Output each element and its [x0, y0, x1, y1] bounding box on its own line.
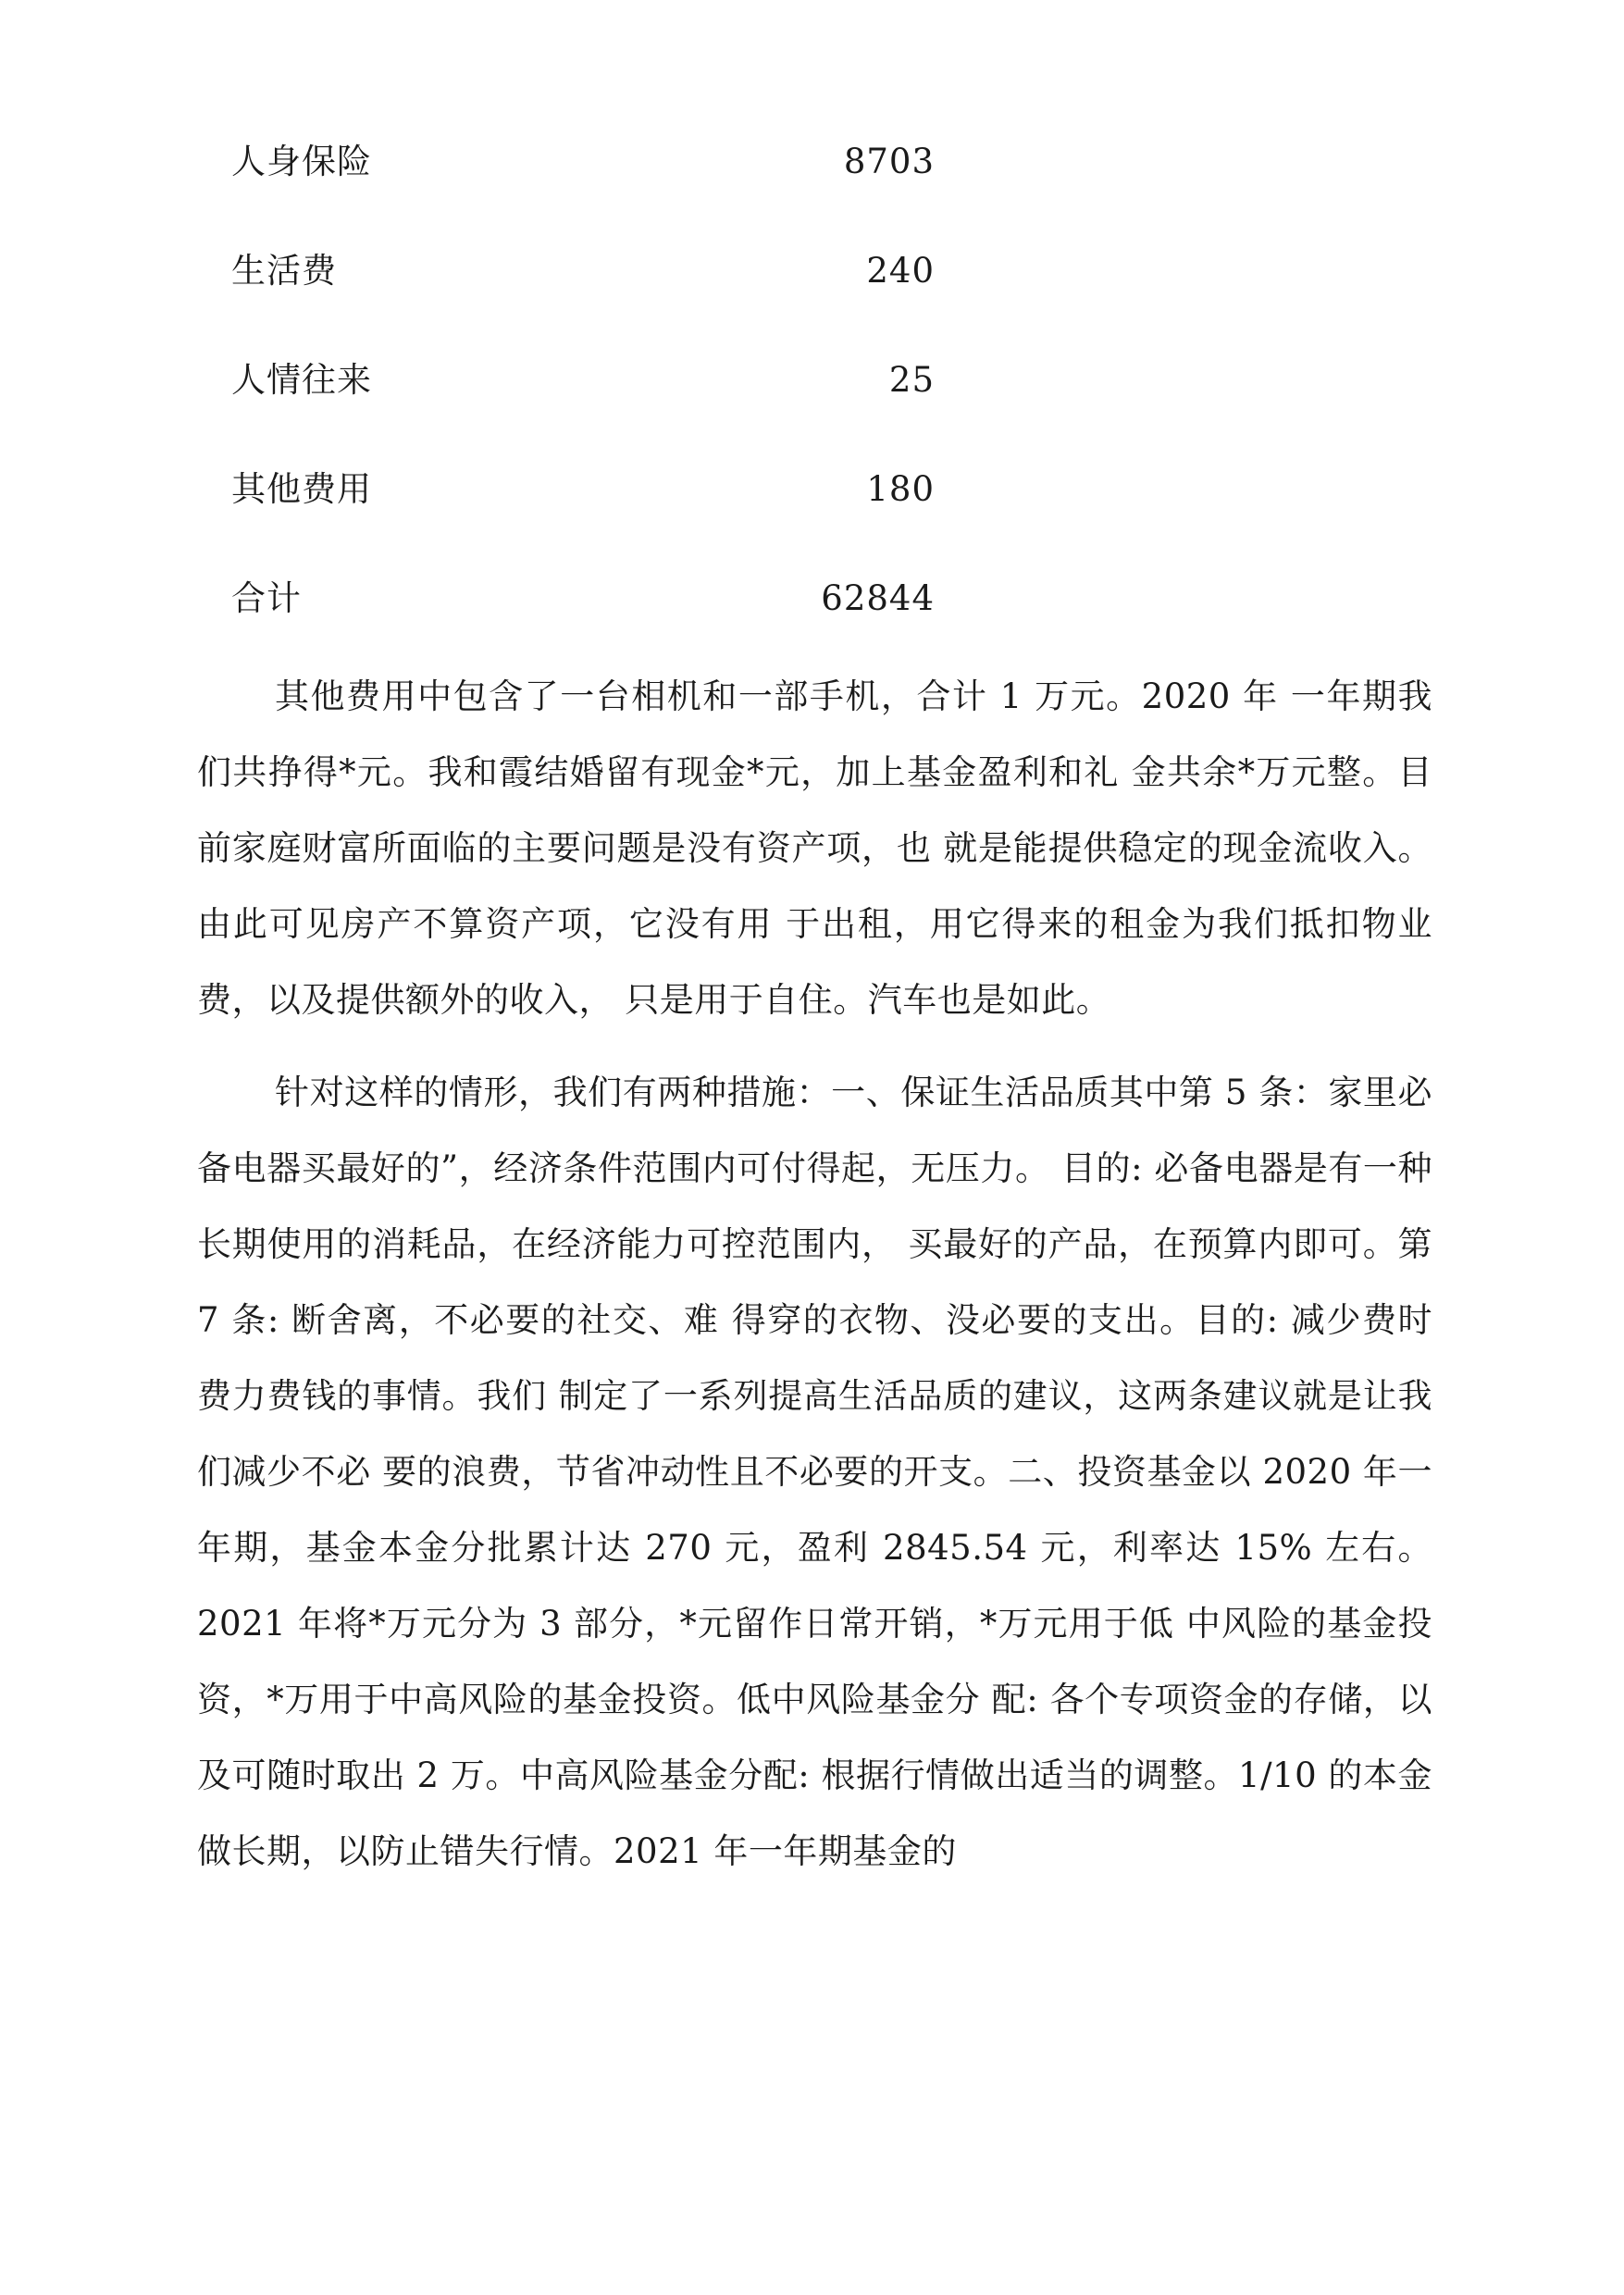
body-text	[197, 659, 1432, 1906]
expense-label: 其他费用	[231, 469, 372, 509]
paragraph: 其他费用中包含了一台相机和一部手机，合计 1 万元。2020 年 一年期我们共挣得*元。我和霞结婚留有现金*元，加上基金盈利和礼 金共余*万元整。目前家庭财富所面临的主要问题是没有资产项，也 就是能提供稳定的现金流收入。由此可见房产不算资产项，它没有用 于出租，用它得来的租金为我们抵扣物业费，以及提供额外的收入， 只是用于自住。汽车也是如此。	[197, 676, 1432, 1020]
expense-row	[231, 466, 935, 576]
expense-table	[231, 139, 935, 685]
expense-value: 25	[888, 360, 935, 400]
expense-total-label: 合计	[231, 578, 302, 618]
expense-row	[231, 357, 935, 466]
expense-row	[231, 139, 935, 248]
expense-value: 240	[866, 251, 935, 291]
paragraph: 针对这样的情形，我们有两种措施：一、保证生活品质其中第 5 条：家里必备电器买最好的”，经济条件范围内可付得起，无压力。 目的: 必备电器是有一种长期使用的消耗品，在经济能力可控范围内， 买最好的产品，在预算内即可。第 7 条: 断舍离，不必要的社交、难 得穿的衣物、没必要的支出。目的: 减少费时费力费钱的事情。我们 制定了一系列提高生活品质的建议，这两条建议就是让我们减少不必 要的浪费，节省冲动性且不必要的开支。二、投资基金以 2020 年一 年期，基金本金分批累计达 270 元，盈利 2845.54 元，利率达 15% 左右。2021 年将*万元分为 3 部分，*元留作日常开销，*万元用于低 中风险的基金投资，*万用于中高风险的基金投资。低中风险基金分 配: 各个专项资金的存储，以及可随时取出 2 万。中高风险基金分配: 根据行情做出适当的调整。1/10 的本金做长期，以防止错失行情。2021 年一年期基金的	[197, 1073, 1432, 1871]
expense-value: 180	[866, 469, 935, 509]
expense-total-value: 62844	[821, 578, 935, 618]
expense-row	[231, 248, 935, 357]
expense-value: 8703	[843, 142, 935, 181]
expense-label: 人情往来	[231, 360, 372, 400]
expense-label: 人身保险	[231, 142, 372, 181]
expense-label: 生活费	[231, 251, 337, 291]
